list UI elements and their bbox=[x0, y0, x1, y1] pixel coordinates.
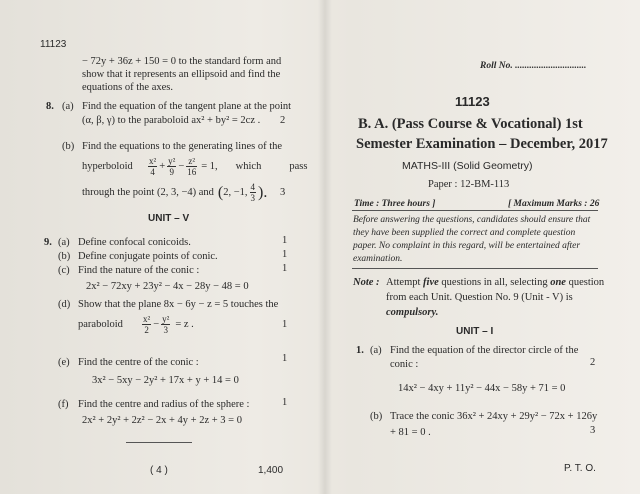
q9f-text: Find the centre and radius of the sphere : bbox=[78, 399, 250, 410]
fraction-denominator: 4 bbox=[150, 167, 155, 177]
q8b-pass: pass bbox=[289, 161, 308, 172]
time-allowed: Time : Three hours ] bbox=[354, 199, 436, 209]
end-of-paper-rule bbox=[126, 442, 192, 443]
q8b-hyperboloid-line: hyperboloid $\frac{\text{x²}}{4}$ + $\frac{\text{y²}}{9}$ − $\frac{\text{z²}}{16}$ = 1, which pass bbox=[82, 156, 308, 177]
q8b-fraction-z bbox=[186, 156, 197, 177]
q9c-equation: 2x² − 72xy + 23y² − 4x − 28y − 48 = 0 bbox=[86, 281, 249, 292]
instructions-line1: Before answering the questions, candidates should ensure that bbox=[353, 215, 591, 225]
q7-continuation-line1: − 72y + 36z + 150 = 0 to the standard form and bbox=[82, 56, 282, 67]
q8b-fraction-y bbox=[167, 156, 176, 177]
q9f-marks: 1 bbox=[282, 397, 288, 408]
fraction-numerator: y² bbox=[162, 314, 170, 324]
q8b-text-line1: Find the equations to the generating lines of the bbox=[82, 141, 283, 152]
header-rule bbox=[352, 210, 598, 211]
q9c-marks: 1 bbox=[282, 263, 288, 274]
q9e-label: (e) bbox=[58, 357, 70, 368]
right-paper-code: 11123 bbox=[455, 94, 490, 109]
q1a-marks: 2 bbox=[590, 357, 596, 368]
q1b-label: (b) bbox=[370, 411, 383, 422]
q9d-text: Show that the plane 8x − 6y − z = 5 touches the bbox=[78, 299, 279, 310]
q8b-text-line3: through the point (2, 3, −4) and bbox=[82, 187, 214, 198]
q1a-text-line1: Find the equation of the director circle of the bbox=[390, 345, 579, 356]
note-five: five bbox=[423, 277, 439, 288]
fraction-numerator: x² bbox=[143, 314, 151, 324]
q9d-label: (d) bbox=[58, 299, 71, 310]
note-questions: questions in all, selecting bbox=[441, 277, 548, 288]
fraction-numerator: z² bbox=[186, 156, 197, 167]
q8a-text-line2: (α, β, γ) to the paraboloid ax² + by² = 2cz . bbox=[82, 115, 261, 126]
note-line2: from each Unit. Question No. 9 (Unit - V) is bbox=[386, 292, 573, 303]
q8b-fraction-x bbox=[148, 156, 157, 177]
fraction-numerator: x² bbox=[149, 156, 157, 166]
q8b-marks: 3 bbox=[280, 187, 286, 198]
fraction-denominator: 16 bbox=[187, 167, 197, 177]
q9e-marks: 1 bbox=[282, 353, 288, 364]
q9c-text: Find the nature of the conic : bbox=[78, 265, 200, 276]
instructions-rule bbox=[352, 268, 598, 269]
maximum-marks: [ Maximum Marks : 26 bbox=[508, 199, 600, 209]
q9b-label: (b) bbox=[58, 251, 71, 262]
q8b-label: (b) bbox=[62, 141, 75, 152]
q8b-point-fraction bbox=[250, 182, 257, 203]
q9e-text: Find the centre of the conic : bbox=[78, 357, 199, 368]
q9d-paraboloid-word: paraboloid bbox=[78, 319, 123, 330]
q9c-label: (c) bbox=[58, 265, 70, 276]
q9d-fraction-y bbox=[161, 314, 170, 335]
note-label: Note : bbox=[353, 277, 380, 288]
note-line3: compulsory. bbox=[386, 307, 439, 318]
q9f-equation: 2x² + 2y² + 2z² − 2x + 4y + 2z + 3 = 0 bbox=[82, 415, 242, 426]
note-line1 bbox=[386, 276, 604, 289]
q8a-marks: 2 bbox=[280, 115, 286, 126]
exam-title-line1: B. A. (Pass Course & Vocational) 1st bbox=[358, 116, 583, 132]
q9d-equation-tail: = z . bbox=[175, 319, 194, 330]
fraction-numerator: y² bbox=[168, 156, 176, 166]
q7-continuation-line2: show that it represents an ellipsoid and find the bbox=[82, 69, 281, 80]
q9b-text: Define conjugate points of conic. bbox=[78, 251, 218, 262]
q9a-marks: 1 bbox=[282, 235, 288, 246]
q9a-label: (a) bbox=[58, 237, 70, 248]
instructions-line2: they have been supplied the correct and complete question bbox=[353, 228, 576, 238]
q9d-marks: 1 bbox=[282, 319, 288, 330]
fraction-denominator: 3 bbox=[250, 193, 256, 203]
q9e-equation: 3x² − 5xy − 2y² + 17x + y + 14 = 0 bbox=[92, 375, 239, 386]
note-attempt: Attempt bbox=[386, 277, 421, 288]
q1a-text-line2: conic : bbox=[390, 359, 419, 370]
q1b-text-line2: + 81 = 0 . bbox=[390, 427, 431, 438]
q7-continuation-line3: equations of the axes. bbox=[82, 82, 173, 93]
note-question-word: question bbox=[568, 277, 605, 288]
instructions-line3: paper. No complaint in this regard, will be entertained after bbox=[353, 241, 581, 251]
fraction-denominator: 2 bbox=[144, 325, 149, 335]
fraction-numerator: 4 bbox=[250, 182, 256, 192]
please-turn-over: P. T. O. bbox=[564, 463, 596, 474]
q1b-marks: 3 bbox=[590, 425, 596, 436]
q8a-label: (a) bbox=[62, 101, 74, 112]
subject-title: MATHS-III (Solid Geometry) bbox=[402, 160, 533, 172]
instructions-line4: examination. bbox=[353, 254, 403, 264]
q8b-point-line: through the point (2, 3, −4) and ( 2, −1, $\frac{4}{3}$ ). bbox=[82, 182, 268, 203]
left-print-count: 1,400 bbox=[258, 465, 284, 476]
q1a-label: (a) bbox=[370, 345, 382, 356]
q8a-text-line1: Find the equation of the tangent plane at the point bbox=[82, 101, 292, 112]
page-fold bbox=[318, 0, 332, 494]
q9-number: 9. bbox=[44, 237, 52, 248]
q1-number: 1. bbox=[356, 345, 364, 356]
q8b-which: which bbox=[235, 161, 262, 172]
left-page-number: ( 4 ) bbox=[150, 465, 168, 476]
q9f-label: (f) bbox=[58, 399, 69, 410]
note-one: one bbox=[550, 277, 566, 288]
q8b-point-coords: 2, −1, bbox=[223, 187, 248, 198]
q9a-text: Define confocal conicoids. bbox=[78, 237, 191, 248]
fraction-denominator: 9 bbox=[169, 167, 174, 177]
roll-number-field: Roll No. .............................. bbox=[480, 61, 587, 71]
q9d-fraction-x bbox=[142, 314, 151, 335]
left-paper-code: 11123 bbox=[40, 39, 67, 50]
paper-code-line: Paper : 12-BM-113 bbox=[428, 179, 510, 190]
q1a-equation: 14x² − 4xy + 11y² − 44x − 58y + 71 = 0 bbox=[398, 383, 566, 394]
q8b-hyperboloid-word: hyperboloid bbox=[82, 161, 133, 172]
q9d-paraboloid-line: paraboloid $\frac{\text{x²}}{2}$ − $\frac{\text{y²}}{3}$ = z . bbox=[78, 314, 194, 335]
unit-v-heading: UNIT – V bbox=[148, 213, 190, 224]
q9b-marks: 1 bbox=[282, 249, 288, 260]
unit-i-heading: UNIT – I bbox=[456, 326, 494, 337]
q1b-text-line1: Trace the conic 36x² + 24xy + 29y² − 72x + 126y bbox=[390, 411, 598, 422]
q8b-equation-tail: = 1, bbox=[201, 161, 218, 172]
q8-number: 8. bbox=[46, 101, 54, 112]
exam-title-line2: Semester Examination – December, 2017 bbox=[356, 136, 608, 152]
fraction-denominator: 3 bbox=[163, 325, 168, 335]
